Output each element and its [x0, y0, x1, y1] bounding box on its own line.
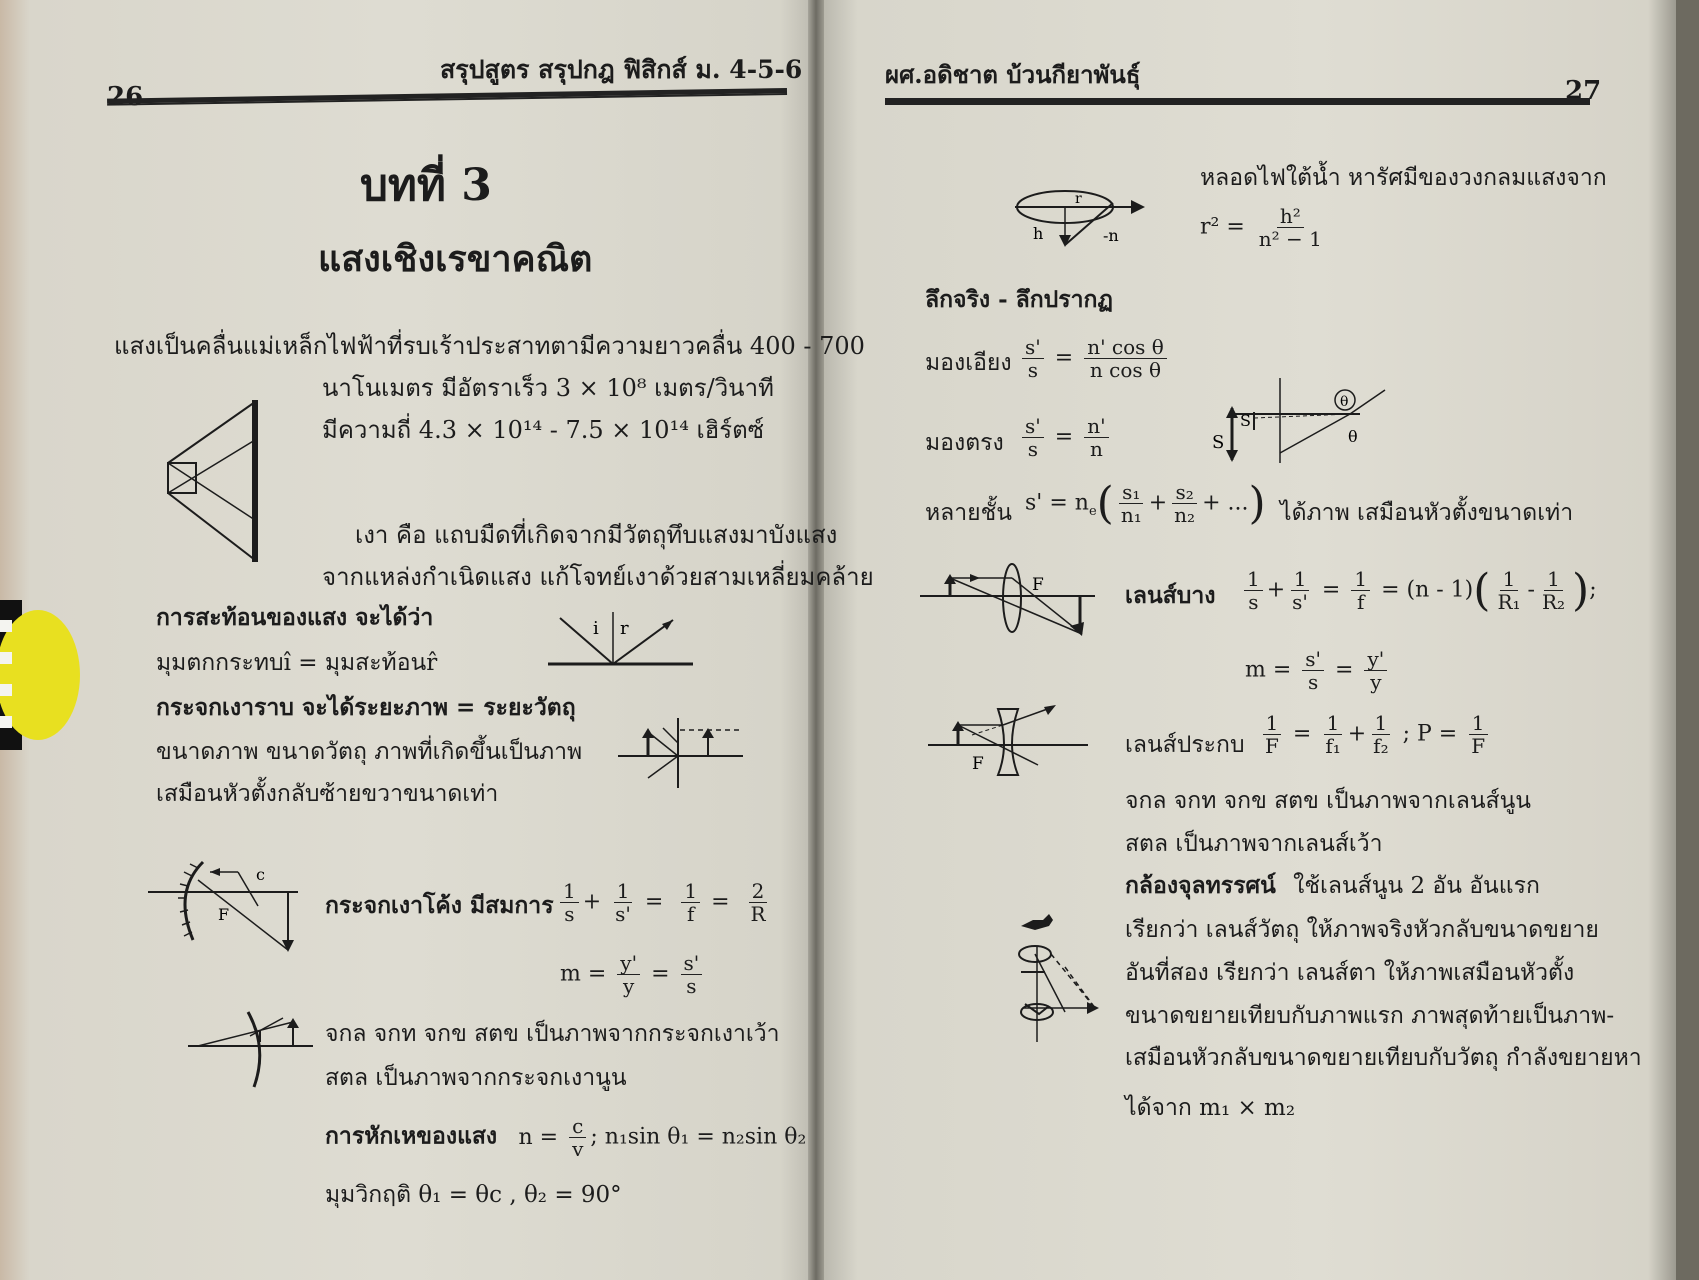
concave-focus-label: F — [972, 754, 984, 774]
curved-mirror-label: กระจกเงาโค้ง มีสมการ — [325, 892, 554, 919]
plane-mirror-diagram-icon — [618, 718, 743, 788]
compound-lens-label: เลนส์ประกบ — [1125, 732, 1245, 758]
multilayer-equation: $s' = n_e$( $\frac{\text{s₁}}{\text{n₁}}$ + $\frac{\text{s₂}}{\text{n₂}}$ + ...) — [1025, 478, 1266, 529]
refraction-eq-part2: ; n₁sin θ₁ = n₂sin θ₂ — [590, 1124, 807, 1150]
real-depth-label: S — [1212, 432, 1225, 453]
intro-line-1: แสงเป็นคลื่นแม่เหล็กไฟฟ้าที่รบเร้าประสาทตามีความยาวคลื่น 400 - 700 — [114, 332, 865, 360]
multilayer-label: หลายชั้น — [925, 500, 1012, 526]
plane-mirror-line-2: ขนาดภาพ ขนาดวัตถุ ภาพที่เกิดขึ้นเป็นภาพ — [156, 739, 583, 765]
theta-label-1: θ — [1340, 394, 1349, 410]
shadow-line-1: เงา คือ แถบมืดที่เกิดจากมีวัตถุทึบแสงมาบังแสง — [355, 521, 838, 549]
focus-label: F — [218, 905, 230, 924]
convex-mirror-diagram-icon — [188, 1012, 313, 1087]
center-label: c — [256, 865, 265, 884]
microscope-heading: กล้องจุลทรรศน์ — [1125, 872, 1276, 899]
underwater-lamp: หลอดไฟใต้น้ำ หารัศมีของวงกลมแสงจาก — [1200, 165, 1607, 191]
index-label: -n — [1103, 226, 1119, 245]
reflect-angle-label: r — [620, 618, 629, 639]
critical-angle: มุมวิกฤติ θ₁ = θc , θ₂ = 90° — [325, 1182, 622, 1208]
microscope-line-3: อันที่สอง เรียกว่า เลนส์ตา ให้ภาพเสมือนหัวตั้ง — [1125, 960, 1575, 986]
multilayer-result: ได้ภาพ เสมือนหัวตั้งขนาดเท่า — [1280, 500, 1574, 526]
intro-line-3: มีความถี่ 4.3 × 10¹⁴ - 7.5 × 10¹⁴ เฮิร์ตซ์ — [322, 416, 765, 444]
compound-lens-equation: $\frac{1}{F}$ = $\frac{1}{\text{f₁}}$ + $\frac{1}{\text{f₂}}$ ; P = $\frac{1}{F}$ — [1258, 712, 1492, 757]
chapter-title: แสงเชิงเรขาคณิต — [318, 238, 593, 280]
mirror-equation: $\frac{1}{s}$ + $\frac{1}{s'}$ = $\frac{1}{f}$ = $\frac{2}{R}$ — [556, 880, 773, 925]
lens-images-line-1: จกล จกท จกข สตข เป็นภาพจากเลนส์นูน — [1125, 788, 1532, 814]
thin-lens-label: เลนส์บาง — [1125, 582, 1216, 609]
theta-label-2: θ — [1348, 427, 1358, 446]
microscope-diagram-icon — [1015, 912, 1115, 1047]
radius-label: r — [1075, 191, 1082, 207]
microscope-line-1: ใช้เลนส์นูน 2 อัน อันแรก — [1293, 873, 1540, 899]
refraction-line: การหักเหของแสง n = $\frac{c}{v}$ ; n₁sin θ₁ = n₂sin θ₂ — [325, 1114, 807, 1161]
curved-images-line-1: จกล จกท จกข สตข เป็นภาพจากกระจกเงาเว้า — [325, 1021, 780, 1047]
refraction-label: การหักเหของแสง — [325, 1122, 498, 1150]
page-number-left: 26 — [107, 82, 144, 112]
microscope-line-4: ขนาดขยายเทียบกับภาพแรก ภาพสุดท้ายเป็นภาพ- — [1125, 1003, 1615, 1029]
depth-label: h — [1033, 224, 1044, 243]
incident-angle-label: i — [593, 618, 599, 639]
apparent-depth-diagram-icon — [1210, 378, 1395, 463]
microscope-line-5: เสมือนหัวกลับขนาดขยายเทียบกับวัตถุ กำลังขยายหา — [1125, 1045, 1642, 1071]
apparent-depth-label: S — [1240, 411, 1251, 430]
depth-heading: ลึกจริง - ลึกปรากฏ — [925, 286, 1113, 313]
page-number-right: 27 — [1565, 76, 1602, 106]
concave-lens-diagram-icon — [928, 705, 1088, 775]
curved-images-line-2: สตล เป็นภาพจากกระจกเงานูน — [325, 1065, 627, 1091]
concave-mirror-diagram-icon — [148, 862, 298, 952]
reflection-line-2: มุมตกกระทบî = มุมสะท้อนr̂ — [156, 650, 438, 676]
refraction-eq-part1: n = — [518, 1124, 566, 1150]
mirror-magnification: m = $\frac{y'}{y}$ = $\frac{s'}{s}$ — [560, 952, 706, 997]
microscope-line-1-wrap — [1125, 868, 1540, 904]
lens-magnification: m = $\frac{s'}{s}$ = $\frac{y'}{y}$ — [1245, 648, 1391, 693]
lens-focus-label: F — [1032, 575, 1044, 595]
microscope-line-2: เรียกว่า เลนส์วัตถุ ให้ภาพจริงหัวกลับขนาดขยาย — [1125, 917, 1599, 943]
reflection-line-1: การสะท้อนของแสง จะได้ว่า — [156, 604, 434, 631]
underwater-eq-lhs: r² = — [1200, 214, 1252, 240]
binder-clip-icon — [0, 590, 80, 760]
oblique-label: มองเอียง — [925, 350, 1012, 376]
running-head-right: ผศ.อดิชาต บ้วนกียาพันธุ์ — [885, 60, 1141, 89]
microscope-line-6: ได้จาก m₁ × m₂ — [1125, 1095, 1296, 1121]
running-head-left: สรุปสูตร สรุปกฎ ฟิสิกส์ ม. 4-5-6 — [440, 55, 803, 84]
oblique-equation: $\frac{s'}{s}$ = $\frac{\text{n' cos θ}}{\text{n cos θ}}$ — [1018, 336, 1171, 381]
shadow-diagram-icon — [165, 400, 265, 565]
intro-line-2: นาโนเมตร มีอัตราเร็ว 3 × 10⁸ เมตร/วินาที — [322, 374, 774, 402]
underwater-equation: r² = $\frac{\text{h²}}{\text{n² − 1}}$ — [1200, 204, 1322, 251]
plane-mirror-line-3: เสมือนหัวตั้งกลับซ้ายขวาขนาดเท่า — [156, 781, 499, 807]
book-spine — [808, 0, 824, 1280]
shadow-line-2: จากแหล่งกำเนิดแสง แก้โจทย์เงาด้วยสามเหลี่ยมคล้าย — [322, 563, 874, 591]
underwater-lamp-diagram-icon — [1015, 185, 1145, 255]
reflection-diagram-icon — [548, 612, 693, 672]
chapter-number: บทที่ 3 — [360, 160, 492, 211]
thin-lens-equation: $\frac{1}{s}$ + $\frac{1}{s'}$ = $\frac{1}{f}$ = (n - 1)( $\frac{1}{\text{R₁}}$ - $\frac{1}{\text{R₂}}$ ); — [1240, 565, 1597, 616]
straight-equation: $\frac{s'}{s}$ = $\frac{n'}{n}$ — [1018, 415, 1113, 460]
plane-mirror-line-1: กระจกเงาราบ จะได้ระยะภาพ = ระยะวัตถุ — [156, 694, 576, 721]
header-rule-right — [885, 98, 1590, 105]
convex-lens-diagram-icon — [920, 570, 1095, 640]
lens-images-line-2: สตล เป็นภาพจากเลนส์เว้า — [1125, 831, 1383, 857]
straight-label: มองตรง — [925, 430, 1004, 456]
